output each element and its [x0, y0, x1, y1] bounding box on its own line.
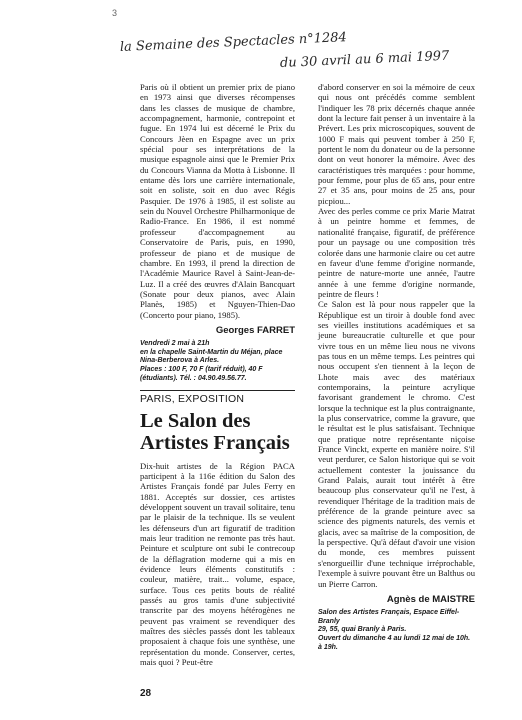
section-kicker: PARIS, EXPOSITION	[140, 393, 245, 406]
handwritten-source-note: la Semaine des Spectacles n°1284	[119, 30, 348, 55]
salon-article-paragraph: d'abord conserver en soi la mémoire de ceux qui nous ont précédés comme semblent l'indiquer les 78 prix décernés chaque année dont la lecture fait penser à un inventaire à la Prévert. Les prix microscopiques, souvent de 1000 F mais qui peuvent tomber à 250 F, portent le nom du donateur ou de la personne dont on veut honorer la mémoire. Avec des caractéristiques très marquées : pour homme, pour femme, pour plus de 65 ans, pour entre 27 et 35 ans, pour moins de 25 ans, pour picpiou...	[318, 82, 475, 206]
salon-article-paragraph: Ce Salon est là pour nous rappeler que la République est un tiroir à double fond avec ses vieilles institutions académiques et sa jeune bureaucratie culturelle et que pour vivre tous en un même lieu nous ne vivons pas tous en un même temps. Les peintres qui nous occupent s'en tiennent à la leçon de Lhote mais avec des matériaux contemporains, la peinture acrylique favorisant grandement le chromo. C'est lorsque la technique est la plus contraignante, la plus conservatrice, comme la gravure, que le résultat est le plus satisfaisant. Technique que pratique notre représentante niçoise France Vinckt, experte en manière noire. S'il veut perdurer, ce Salon historique qui se voit actuellement contester la jouissance du Grand Palais, aurait tout intérêt à être beaucoup plus conservateur qu'il ne l'est, à revendiquer l'héritage de la tradition mais de préférence de la grande peinture avec sa science des pigments naturels, des vernis et glacis, avec sa maîtrise de la composition, de la perspective. Qu'à défaut d'avoir une vision du monde, ces membres puissent s'enorgueillir d'une technique irréprochable, l'exemple à suivre pouvant être un Balthus ou un Pierre Carron.	[318, 299, 475, 589]
page-number: 28	[140, 688, 152, 699]
salon-article-paragraph: Avec des perles comme ce prix Marie Matrat à un peintre homme et femmes, de nationalité française, figuratif, de préférence pour un paysage ou une composition très colorée dans une harmonie claire ou cet autre en faveur d'une femme d'origine normande, peintre de nature-morte une année, l'autre année à une femme d'origine normande, peintre de fleurs !	[318, 206, 475, 299]
left-column	[140, 82, 295, 667]
exhibition-venue: Salon des Artistes Français, Espace Eiffel-Branly	[318, 609, 460, 625]
right-column	[318, 82, 475, 652]
exhibition-info	[318, 609, 475, 652]
event-info	[140, 340, 295, 383]
author-signature: Agnès de MAISTRE	[386, 593, 475, 605]
event-venue: en la chapelle Saint-Martin du Méjan, place Nina-Berberova à Arles.	[140, 348, 283, 365]
author-signature: Georges FARRET	[215, 324, 295, 336]
salon-article-intro: Dix-huit artistes de la Région PACA participent à la 116e édition du Salon des Artistes Français fondé par Jules Ferry en 1881. Acceptés sur dossier, ces artistes développent souvent un travail solitaire, tenu par le plaisir de la technique. Ils se veulent les défenseurs d'un art figuratif de tradition mais leur tradition ne remonte pas très haut. Peinture et sculpture ont subi le contrecoup de la déflagration moderne qui a mis en évidence leurs éléments constitutifs : couleur, matière, trait... volume, espace, surface. Tous ces petits bouts de réalité passés au gros tamis d'une subjectivité transcrite par des moyens hétérogènes ne peuvent pas vraiment se revendiquer des maîtres des siècles passés dont les tableaux proposaient à chaque fois une synthèse, une représentation du monde. Conserver, certes, mais quoi ? Peut-être	[140, 460, 295, 668]
event-date: Vendredi 2 mai à 21h	[140, 340, 210, 348]
article-headline: Le Salon des Artistes Français	[140, 409, 290, 454]
margin-mark: 3	[112, 8, 118, 18]
exhibition-dates: Ouvert du dimanche 4 au lundi 12 mai de 10h. à 19h.	[318, 634, 471, 651]
handwritten-date-note: du 30 avril au 6 mai 1997	[279, 48, 450, 71]
exhibition-address: 29, 55, quai Branly à Paris.	[318, 626, 407, 634]
concert-article-text: Paris où il obtient un premier prix de piano en 1973 ainsi que diverses récompenses dans les classes de musique de chambre, accompagnement, harmonie, contrepoint et fugue. En 1974 lui est décerné le Prix du Concours Jèen en Espagne avec un prix spécial pour ses interprétations de la musique espagnole ainsi que le Premier Prix du Concours Vianna da Motta à Lisbonne. Il entame dès lors une carrière internationale, soit en soliste, soit en duo avec Régis Pasquier. De 1976 à 1985, il est soliste au sein du Nouvel Orchestre Philharmonique de Radio-France. En 1986, il est nommé professeur d'accompagnement au Conservatoire de Paris, puis, en 1990, professeur de piano et de musique de chambre. En 1993, il prend la direction de l'Académie Maurice Ravel à Saint-Jean-de-Luz. Il a créé des œuvres d'Alain Bancquart (Sonate pour deux pianos, avec Alain Planès, 1985) et Nguyen-Thien-Dao (Concerto pour piano, 1985).	[140, 82, 295, 320]
event-prices: Places : 100 F, 70 F (tarif réduit), 40 F (étudiants). Tél. : 04.90.49.56.77.	[140, 366, 263, 382]
section-divider	[140, 390, 295, 391]
